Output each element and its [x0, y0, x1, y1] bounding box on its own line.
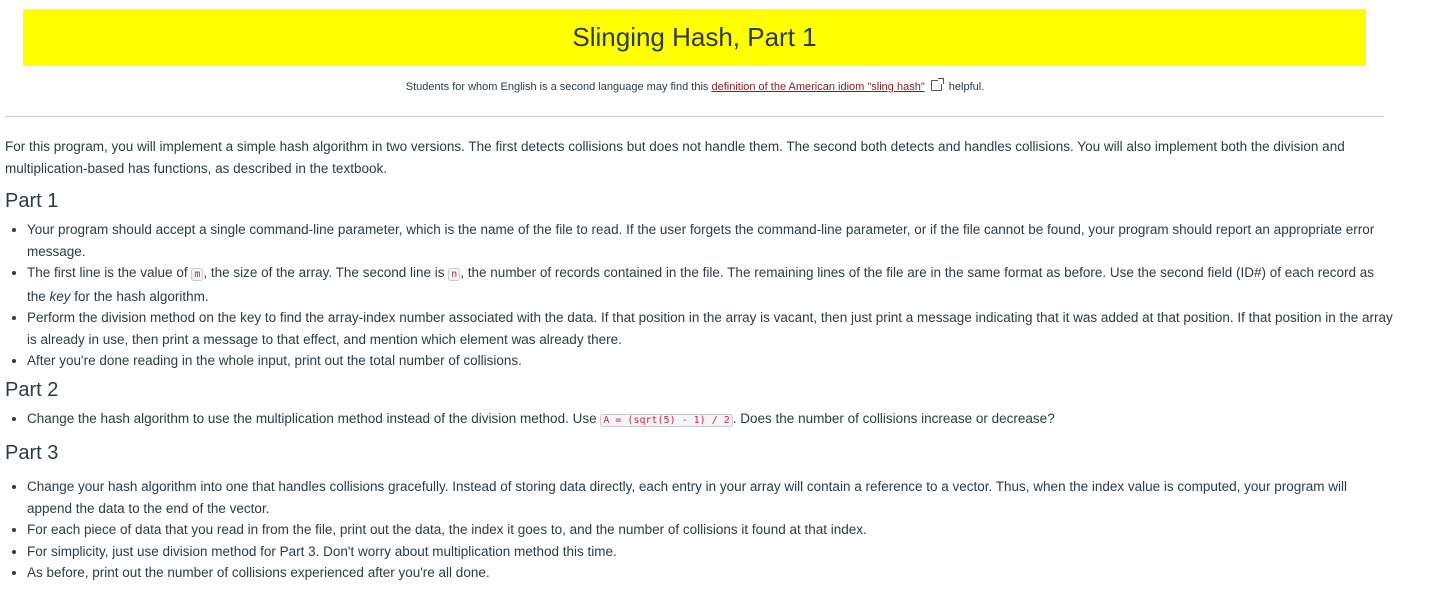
list-item	[27, 262, 1395, 307]
list-item	[27, 408, 1395, 432]
intro-paragraph: For this program, you will implement a simple hash algorithm in two versions. The first detects collisions but does not handle them. The second both detects and handles collisions. You will also implement both the division and multiplication-based has functions, as described in the textbook.	[5, 139, 1345, 176]
list-item: • As before, print out the number of collisions experienced after you're all done.	[27, 562, 1395, 584]
part2-list	[5, 408, 1395, 432]
external-link-icon[interactable]	[931, 80, 942, 91]
idiom-note	[0, 80, 1390, 93]
item-text: for the hash algorithm.	[70, 288, 209, 304]
item-text: , the number of records contained in the file. The remaining lines of the file are in the same format as before. Use the second field (ID#) of each record as the	[27, 265, 1375, 304]
divider	[5, 116, 1384, 117]
title-banner	[23, 9, 1366, 66]
item-text: , the size of the array. The second line is	[203, 265, 449, 280]
part2-heading: Part 2	[5, 378, 59, 401]
note-prefix: Students for whom English is a second language may find this	[405, 81, 712, 93]
part1-list	[5, 219, 1395, 372]
list-item: • Change your hash algorithm into one that handles collisions gracefully. Instead of storing data directly, each entry in your array will contain a reference to a vector. Thus, when the index value is computed, your program will append the data to the end of the vector.	[27, 476, 1395, 519]
code-m: m	[191, 268, 203, 281]
note-suffix: helpful.	[945, 81, 985, 93]
part3-list	[5, 476, 1395, 584]
item-text: Change the hash algorithm to use the multiplication method instead of the division method. Use	[27, 410, 601, 426]
item-text: The first line is the value of	[27, 265, 192, 280]
list-item: • Your program should accept a single command-line parameter, which is the name of the file to read. If the user forgets the command-line parameter, or if the file cannot be found, your program should report an appropriate error message.	[27, 219, 1395, 262]
assignment-content	[5, 136, 1395, 590]
list-item: • After you're done reading in the whole input, print out the total number of collisions.	[27, 350, 1395, 372]
code-n: n	[448, 268, 460, 281]
part1-heading: Part 1	[5, 190, 59, 212]
list-item: • Perform the division method on the key to find the array-index number associated with the data. If that position in the array is vacant, then just print a message indicating that it was added at that position. If that position in the array is already in use, then print a message to that effect, and mention which element was already there.	[27, 307, 1395, 350]
idiom-definition-link[interactable]: definition of the American idiom "sling hash"	[711, 81, 925, 93]
item-text: . Does the number of collisions increase or decrease?	[732, 410, 1055, 426]
list-item: • For simplicity, just use division method for Part 3. Don't worry about multiplication method this time.	[27, 541, 1395, 563]
part3-heading: Part 3	[5, 442, 59, 464]
code-golden-ratio: A = (sqrt(5) - 1) / 2	[600, 414, 732, 427]
page-title: Slinging Hash, Part 1	[572, 22, 817, 52]
key-emphasis: key	[49, 288, 71, 304]
list-item: • For each piece of data that you read in from the file, print out the data, the index it goes to, and the number of collisions it found at that index.	[27, 519, 1395, 541]
